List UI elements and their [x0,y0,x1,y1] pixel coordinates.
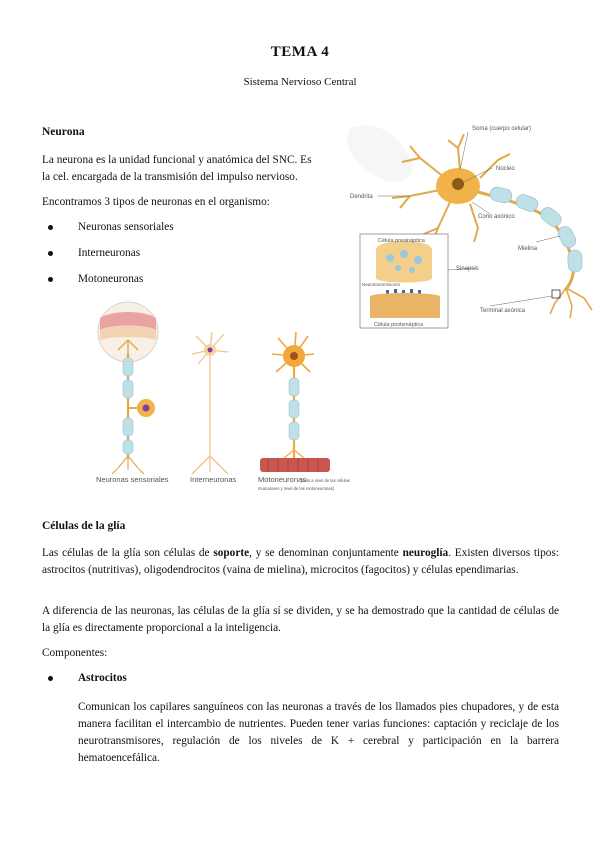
label-presinaptica: Célula presináptica [378,238,425,244]
label-terminal-axonica: Terminal axónica [480,308,526,314]
glia-p1-text-e: . Existen diversos tipos: astrocitos (nutritivas), oligodendrocitos (vaina de mielina), microcitos (fagocitos) y células ependimarias. [42,547,559,576]
interneuron-illustration [192,332,228,474]
list-item: Interneuronas [42,245,174,271]
section-heading-neurona: Neurona [42,126,85,138]
neurona-paragraph-2: Encontramos 3 tipos de neuronas en el organismo: [42,196,270,208]
glia-p1-text-a: Las células de la glía son células de [42,547,214,559]
label-mielina: Mielina [518,246,538,252]
nucleus-shape [452,178,464,190]
componentes-label: Componentes: [42,647,108,659]
section-heading-glia: Células de la glía [42,520,126,532]
label-motoneuronas-note-2: musculares y nivel de las motoneuronas) [258,486,335,491]
label-cono-axonico: Cono axónico [478,214,515,220]
glia-p1-bold-soporte: soporte [213,547,250,559]
glia-paragraph-1 [42,545,559,579]
label-dendrita: Dendrita [350,194,373,200]
astrocitos-title: Astrocitos [78,672,127,684]
neuron-types-list [42,219,174,297]
label-motoneuronas: Motoneuronas [258,475,306,484]
label-soma: Soma (cuerpo celular) [472,126,532,132]
label-nucleo: Núcleo [496,166,515,172]
label-neurotransmisores: Neurotransmisores [362,282,401,287]
list-item: Neuronas sensoriales [42,219,174,245]
axon [478,186,582,290]
page-subtitle: Sistema Nervioso Central [243,76,357,88]
neuron-types-figure [88,296,378,496]
faint-cell-shape [347,125,412,182]
label-neuronas-sensoriales: Neuronas sensoriales [96,475,169,484]
neurona-paragraph-1 [42,152,352,186]
list-item: Motoneuronas [42,271,174,297]
neurona-paragraph-1-line-1: La neurona es la unidad funcional y anatómica del SNC. Es [42,154,312,166]
label-motoneuronas-note-1: (sólo a nivel de las células [301,478,350,483]
label-sinapsis: Sinapsis [456,266,479,272]
list-item [42,670,127,696]
glia-paragraph-2: A diferencia de las neuronas, las células de la glía sí se dividen, y se ha demostrado que la cantidad de células de la glía es directamente proporcional a la inteligencia. [42,605,559,634]
glia-p1-text-c: , y se denominan conjuntamente [249,547,403,559]
label-postsinaptica: Célula postsináptica [374,322,424,328]
astrocitos-description: Comunican los capilares sanguíneos con las neuronas a través de los llamados pies chupadores, y de esta manera facilitan el intercambio de nutrientes. Pueden tener varias funciones: captación y reciclaje de los neurotransmisores, regulación de los niveles de K + cerebral y participación en la barrera hematoencefálica. [78,701,559,764]
sensory-neuron-illustration [98,302,158,474]
neurona-paragraph-1-line-2: la cel. encargada de la transmisión del impulso nervioso. [42,171,298,183]
componentes-list [42,670,127,696]
glia-p1-bold-neuroglia: neuroglía [402,547,449,559]
neuron-anatomy-figure [340,118,600,336]
page-title: TEMA 4 [270,44,330,60]
label-interneuronas: Interneuronas [190,475,237,484]
axon-terminals [550,288,592,318]
motor-neuron-illustration [260,332,330,472]
